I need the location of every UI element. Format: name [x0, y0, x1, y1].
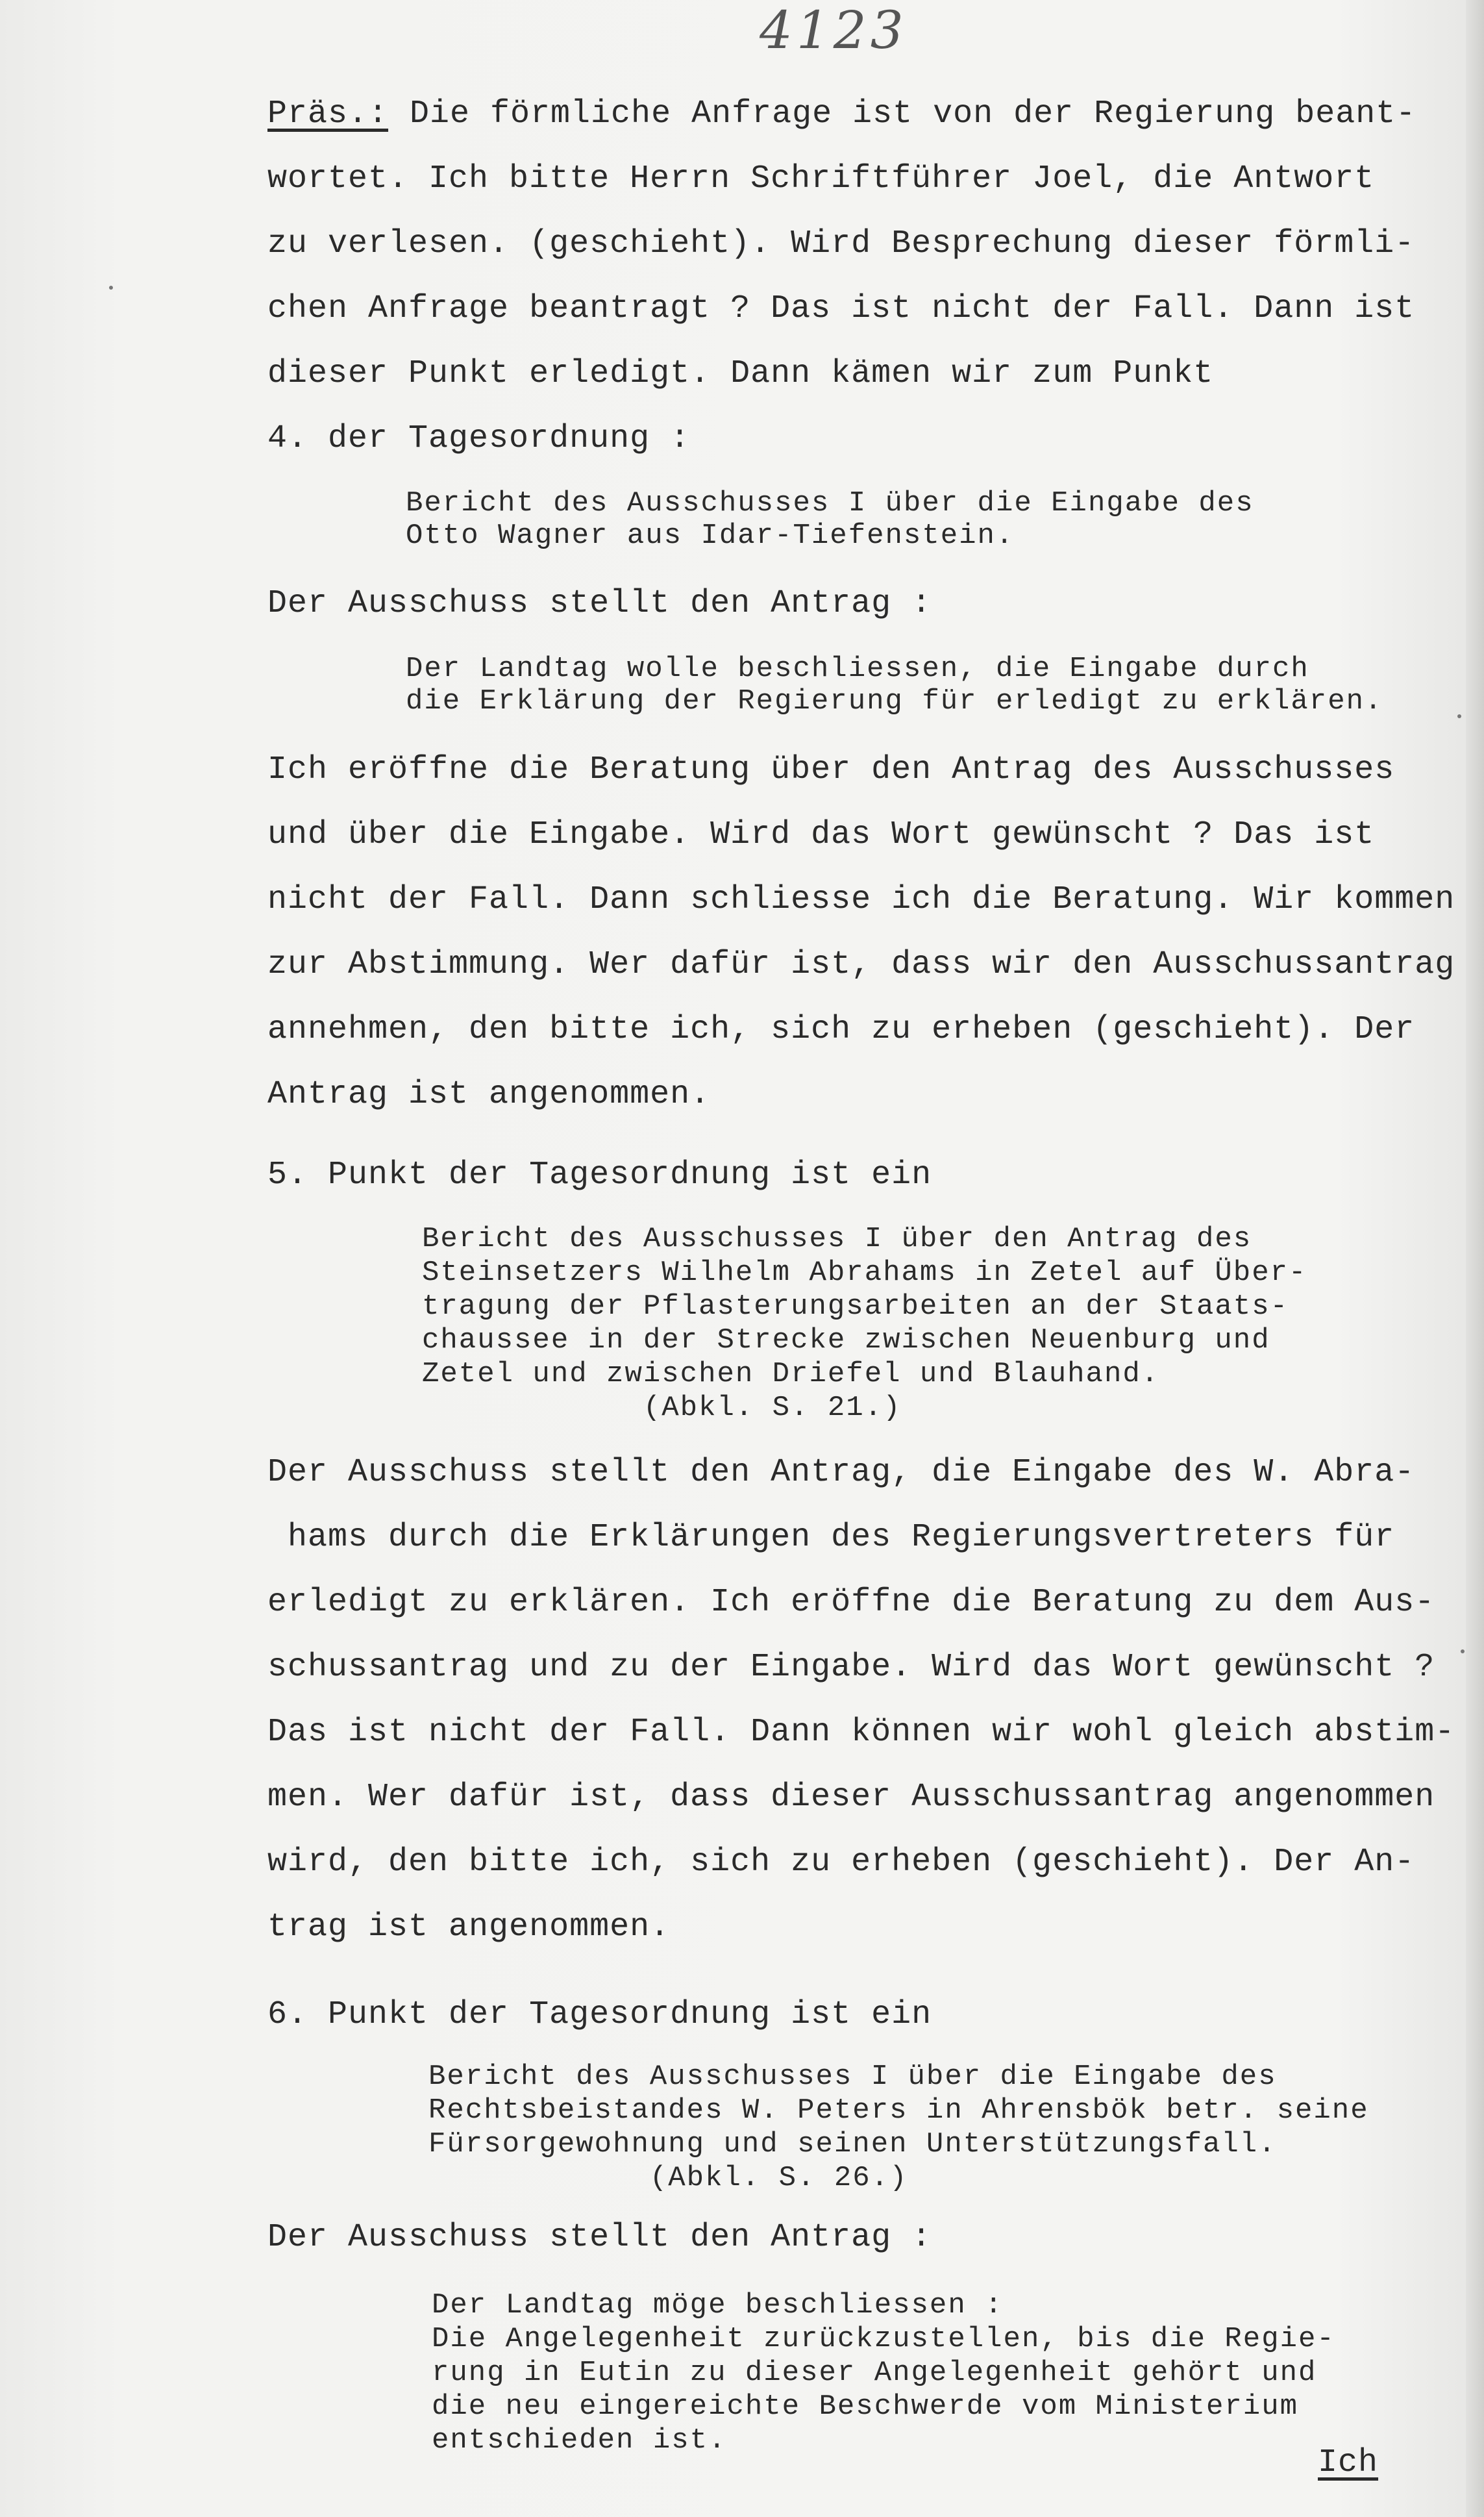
- report-line: tragung der Pflasterungsarbeiten an der Staats-: [422, 1290, 1289, 1323]
- report-line: Bericht des Ausschusses I über die Eingabe des: [406, 487, 1254, 520]
- report-line: Steinsetzers Wilhelm Abrahams in Zetel auf Über-: [422, 1257, 1307, 1289]
- report-line: Bericht des Ausschusses I über den Antrag des: [422, 1223, 1252, 1255]
- report-line: Fürsorgewohnung und seinen Unterstützungsfall.: [428, 2128, 1277, 2160]
- text-line: men. Wer dafür ist, dass dieser Ausschussantrag angenommen: [267, 1779, 1435, 1816]
- report-line: Otto Wagner aus Idar-Tiefenstein.: [406, 520, 1015, 552]
- ink-dot: [109, 286, 113, 290]
- text-line: nicht der Fall. Dann schliesse ich die Beratung. Wir kommen: [267, 881, 1455, 918]
- text-line: zur Abstimmung. Wer dafür ist, dass wir den Ausschussantrag: [267, 946, 1455, 983]
- page-edge-shadow: [1466, 0, 1484, 2517]
- text-line: Der Ausschuss stellt den Antrag :: [267, 585, 932, 622]
- report-line: Rechtsbeistandes W. Peters in Ahrensbök betr. seine: [428, 2094, 1369, 2127]
- motion-line: rung in Eutin zu dieser Angelegenheit gehört und: [432, 2357, 1317, 2389]
- ink-dot: [1457, 714, 1461, 718]
- ink-dot: [1461, 1649, 1465, 1653]
- text-line: wird, den bitte ich, sich zu erheben (geschieht). Der An-: [267, 1844, 1415, 1881]
- report-line: Zetel und zwischen Driefel und Blauhand.: [422, 1358, 1160, 1390]
- text-line: hams durch die Erklärungen des Regierungsvertreters für: [267, 1519, 1395, 1556]
- speaker-label: Präs.:: [267, 95, 389, 132]
- motion-line: Der Landtag wolle beschliessen, die Eingabe durch: [406, 653, 1309, 685]
- text-line: schussantrag und zu der Eingabe. Wird das Wort gewünscht ?: [267, 1649, 1435, 1686]
- text-line: Der Ausschuss stellt den Antrag :: [267, 2219, 932, 2256]
- text-line: 5. Punkt der Tagesordnung ist ein: [267, 1157, 932, 1194]
- motion-line: die neu eingereichte Beschwerde vom Ministerium: [432, 2390, 1299, 2423]
- report-line: chaussee in der Strecke zwischen Neuenburg und: [422, 1324, 1270, 1357]
- motion-line: Der Landtag möge beschliessen :: [432, 2289, 1004, 2322]
- text-line: 4. der Tagesordnung :: [267, 420, 691, 457]
- text-line: Die förmliche Anfrage ist von der Regierung beant-: [390, 95, 1416, 132]
- text-line: wortet. Ich bitte Herrn Schriftführer Joel, die Antwort: [267, 160, 1375, 197]
- text-line: Der Ausschuss stellt den Antrag, die Eingabe des W. Abra-: [267, 1454, 1415, 1491]
- page-number: 4123: [760, 0, 908, 60]
- text-line: Antrag ist angenommen.: [267, 1076, 711, 1113]
- text-line: und über die Eingabe. Wird das Wort gewünscht ? Das ist: [267, 816, 1375, 853]
- text-line: chen Anfrage beantragt ? Das ist nicht der Fall. Dann ist: [267, 290, 1415, 327]
- text-line: erledigt zu erklären. Ich eröffne die Beratung zu dem Aus-: [267, 1584, 1435, 1621]
- report-reference: (Abkl. S. 21.): [422, 1392, 902, 1424]
- motion-line: entschieden ist.: [432, 2424, 727, 2457]
- text-line: trag ist angenommen.: [267, 1909, 671, 1946]
- motion-line: Die Angelegenheit zurückzustellen, bis die Regie-: [432, 2323, 1335, 2355]
- text-line: dieser Punkt erledigt. Dann kämen wir zum Punkt: [267, 355, 1214, 392]
- motion-line: die Erklärung der Regierung für erledigt zu erklären.: [406, 685, 1383, 718]
- catchword: Ich: [1318, 2444, 1379, 2481]
- text-line: zu verlesen. (geschieht). Wird Besprechung dieser förmli-: [267, 225, 1415, 262]
- text-line: Das ist nicht der Fall. Dann können wir wohl gleich abstim-: [267, 1714, 1455, 1751]
- text-line: annehmen, den bitte ich, sich zu erheben (geschieht). Der: [267, 1011, 1415, 1048]
- text-line: 6. Punkt der Tagesordnung ist ein: [267, 1996, 932, 2033]
- report-reference: (Abkl. S. 26.): [428, 2162, 908, 2194]
- report-line: Bericht des Ausschusses I über die Eingabe des: [428, 2060, 1277, 2093]
- text-line: Ich eröffne die Beratung über den Antrag des Ausschusses: [267, 751, 1395, 788]
